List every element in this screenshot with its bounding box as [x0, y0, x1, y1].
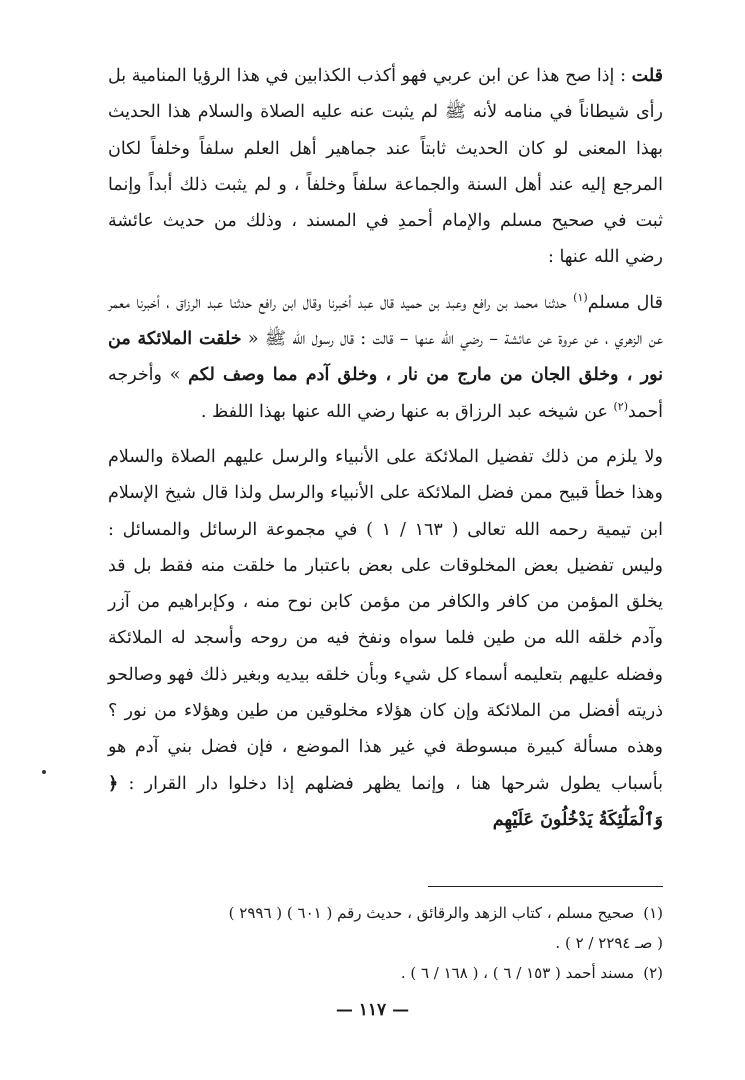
paragraph-2-end: عن شيخه عبد الرزاق به عنها رضي الله عنها بهذا اللفظ . [200, 401, 608, 422]
footnote-2 [108, 958, 663, 988]
paragraph-3-text: ولا يلزم من ذلك تفضيل الملائكة على الأنبياء والرسل عليهم الصلاة والسلام وهذا خطأ قبيح ممن فضل الملائكة على الأنبياء والرسل ولذا قال شيخ الإسلام ابن تيمية رحمه الله تعالى ( ١٦٣ / ١ ) في مجموعة الرسائل والمسائل : وليس تفضيل بعض المخلوقات على بعض باعتبار ما خلقت منه فقط بل قد يخلق المؤمن من كافر والكافر من مؤمن كابن نوح منه ، وكإبراهيم من آزر وآدم خلقه الله من طين فلما سواه ونفخ فيه من روحه وأسجد له الملائكة وفضله عليهم بتعليمه أسماء كل شيء وبأن خلقه بيديه وبغير ذلك فهو وصالحو ذريته أفضل من الملائكة وإن كان هؤلاء مخلوقين من طين وهؤلاء من نور ؟ وهذه مسألة كبيرة مبسوطة في غير هذا الموضع ، فإن فضل بني آدم هو بأسباب يطول شرحها هنا ، وإنما يظهر فضلهم إذا دخلوا دار القرار : [108, 446, 663, 794]
footnote-1-number: (١) [643, 904, 663, 922]
footnote-1 [108, 898, 663, 928]
quran-verse: ﴿ وَٱلْمَلَٰٓئِكَةُ يَدْخُلُونَ عَلَيْهِم [108, 773, 663, 830]
paragraph-2-ahmad: » وأخرجه أحمد [108, 365, 663, 422]
paragraph-1 [108, 58, 663, 276]
page-number: — ١١٧ — [335, 1000, 410, 1020]
footnote-2-line: مسند أحمد ( ١٥٣ / ٦ ) ، ( ١٦٨ / ٦ ) . [400, 964, 635, 982]
footnotes [108, 898, 663, 988]
paragraph-2 [108, 285, 663, 430]
footnote-ref-1[interactable]: (١) [573, 290, 588, 304]
footnote-1-continuation [108, 928, 663, 958]
paragraph-3 [108, 439, 663, 838]
footnote-1-line-2: ( صـ ٢٢٩٤ / ٢ ) . [555, 934, 663, 952]
page-body [108, 58, 663, 838]
qultu-label: قلت [631, 66, 663, 86]
footnote-1-line-1: صحيح مسلم ، كتاب الزهد والرقائق ، حديث رقم ( ٦٠١ ) ( ٢٩٩٦ ) [228, 904, 635, 922]
paragraph-1-text: : إذا صح هذا عن ابن عربي فهو أكذب الكذابين في هذا الرؤيا المنامية بل رأى شيطاناً في منامه لأنه ﷺ لم يثبت عنه عليه الصلاة والسلام هذا الحديث بهذا المعنى لو كان الحديث ثابتاً عند جماهير أهل العلم سلفاً وخلفاً لكان المرجع إليه عند أهل السنة والجماعة سلفاً وخلفاً ، و لم يثبت ذلك أبداً وإنما ثبت في صحيح مسلم والإمام أحمدِ في المسند ، وذلك من حديث عائشة رضي الله عنها : [108, 66, 663, 268]
stray-dot [42, 770, 46, 774]
footnote-2-number: (٢) [643, 964, 663, 982]
paragraph-2-intro: قال مسلم [587, 292, 663, 313]
footnote-ref-2[interactable]: (٢) [613, 399, 629, 413]
hadith-text: خلقت الملائكة من نور ، وخلق الجان من مارج من نار ، وخلق آدم مما وصف لكم [108, 329, 663, 386]
paragraph-2-isnad: حدثنا محمد بن رافع وعبد بن حميد قال عبد أخبرنا وقال ابن رافع حدثنا عبد الرزاق ، أخبرنا معمر عن الزهري ، عن عروة عن عائشة – رضي الله عنها – قالت : قال رسول الله ﷺ « [108, 292, 663, 350]
footnote-divider [428, 886, 663, 887]
